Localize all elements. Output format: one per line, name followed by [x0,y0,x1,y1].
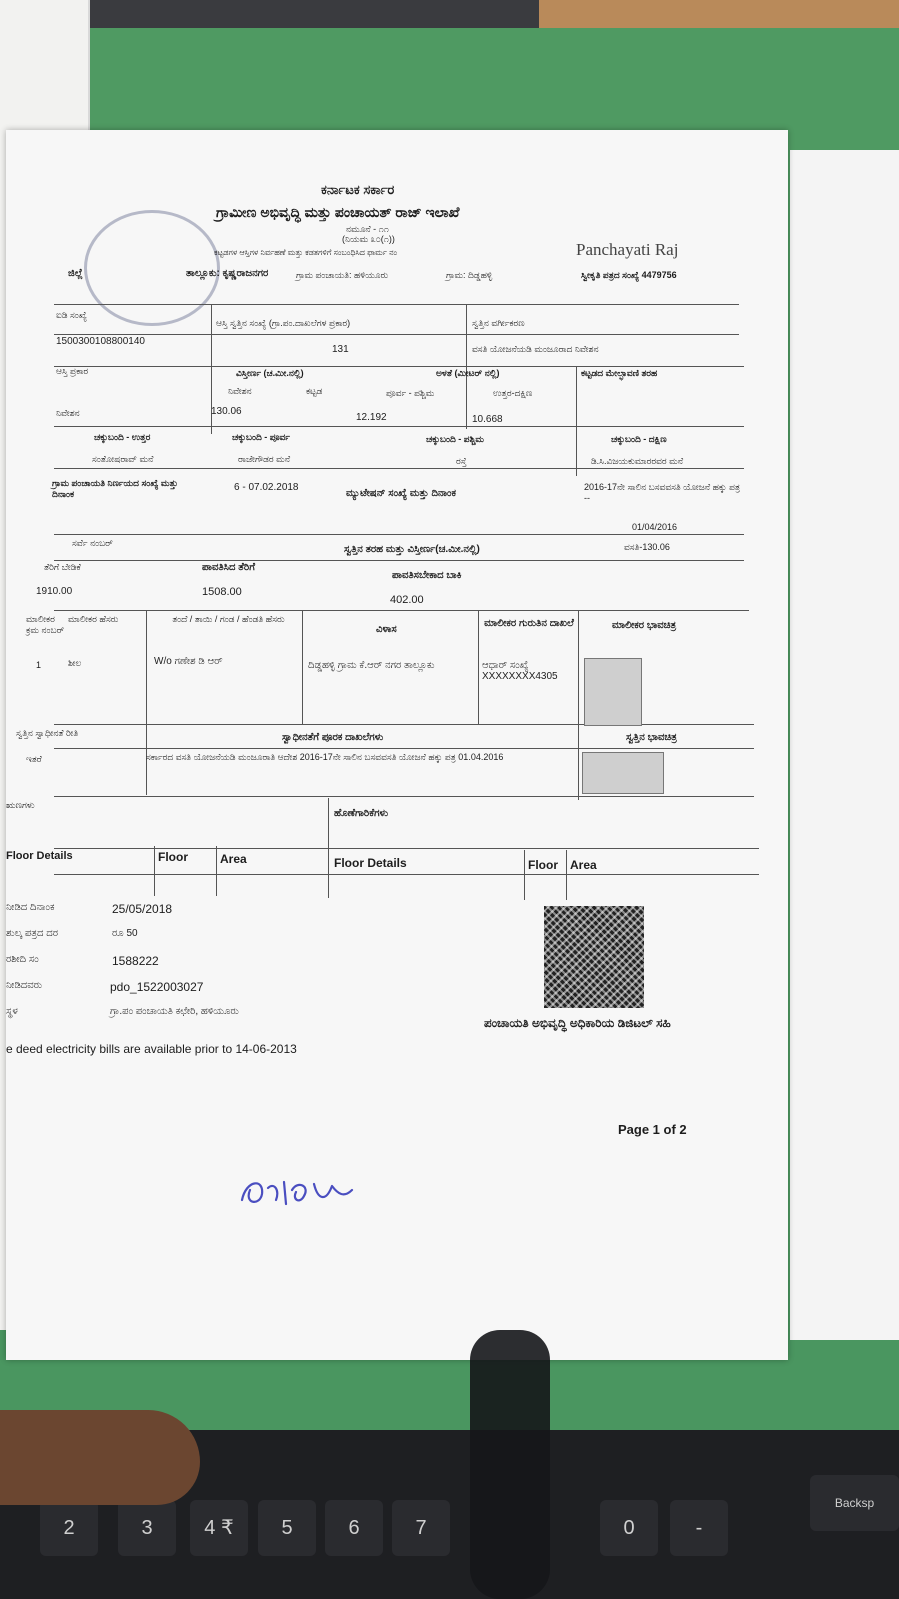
rule-line [54,610,749,611]
owner-id-value: ಆಧಾರ್ ಸಂಖ್ಯೆ XXXXXXXX4305 [482,660,558,682]
key-minus: - [670,1500,728,1556]
owner-no-value: 1 [36,660,42,670]
key-5: 5 [258,1500,316,1556]
id-value: 1500300108800140 [56,336,145,347]
owner-name-value: ಶೀಲ [68,658,82,668]
resolution-label: ಗ್ರಾಮ ಪಂಚಾಯತಿ ನಿರ್ಣಯದ ಸಂಖ್ಯೆ ಮತ್ತು ದಿನಾಂಕ [52,478,178,499]
floor-details-right: Floor Details [334,856,407,870]
prop-type-label: ಆಸ್ತಿ ಪ್ರಕಾರ [56,366,89,376]
prop-class-value: ವಸತಿ ಯೋಜನೆಯಡಿ ಮಂಜೂರಾದ ನಿವೇಶನ [472,344,599,354]
tax-demand-label: ತೆರಿಗೆ ಬೇಡಿಕೆ [44,562,81,572]
receipt-label: ರಶೀದಿ ಸಂ [6,954,39,965]
floor-right: Floor [528,858,558,872]
note-text: e deed electricity bills are available prior to 14-06-2013 [6,1042,297,1056]
rule-line [54,724,754,725]
prop-type-value: ನಿವೇಶನ [56,408,80,418]
rule-line [54,560,744,561]
mutation-label: ಮ್ಯುಟೇಷನ್ ಸಂಖ್ಯೆ ಮತ್ತು ದಿನಾಂಕ [346,488,456,499]
rule-line [302,610,303,725]
area-left: Area [220,852,247,866]
rule-line [466,304,467,429]
scheme-date: 01/04/2016 [632,522,678,532]
tax-balance-label: ಪಾವತಿಸಬೇಕಾದ ಬಾಕಿ [392,570,462,581]
receipt-value: 1588222 [112,954,159,968]
rule-line [54,848,759,849]
owner-name-label: ಮಾಲೀಕರ ಹೆಸರು [68,614,119,624]
survey-label: ಸರ್ವೆ ನಂಬರ್ [72,538,113,548]
key-2: 2 [40,1500,98,1556]
prop-type-area-value: ವಸತಿ-130.06 [624,542,670,552]
govt-title: ಕರ್ನಾಟಕ ಸರ್ಕಾರ [321,182,395,197]
key-3: 3 [118,1500,176,1556]
dept-title: ಗ್ರಾಮೀಣ ಅಭಿವೃದ್ಧಿ ಮತ್ತು ಪಂಚಾಯತ್ ರಾಜ್ ಇಲಾಖೆ [216,204,460,220]
owner-no-label: ಮಾಲೀಕರ ಕ್ರಮ ನಂಬರ್ [26,614,65,635]
floor-left: Floor [158,850,188,864]
owner-photo-label: ಮಾಲೀಕರ ಭಾವಚಿತ್ರ [612,620,677,631]
rule-line [146,610,147,795]
village-label: ಗ್ರಾಮ: ದಿಡ್ಡಹಳ್ಳಿ [446,270,493,280]
form-number: ನಮೂನೆ - ೧೧ [346,224,389,234]
prop-class-label: ಸ್ವತ್ತಿನ ವರ್ಗೀಕರಣ [472,318,525,328]
north-label: ಚಕ್ಕುಬಂದಿ - ಉತ್ತರ [94,432,151,442]
west-value: ರಸ್ತೆ [456,456,467,466]
owner-id-label: ಮಾಲೀಕರ ಗುರುತಿನ ದಾಖಲೆ [484,618,574,629]
east-label: ಚಕ್ಕುಬಂದಿ - ಪೂರ್ವ [232,432,290,442]
scheme-value: 2016-17ನೇ ಸಾಲಿನ ಬಸವವಸತಿ ಯೋಜನೆ ಹಕ್ಕು ಪತ್ರ -- [584,482,741,503]
rule-line [524,850,525,900]
property-photo [582,752,664,794]
issuer-value: pdo_1522003027 [110,980,204,994]
key-7: 7 [392,1500,450,1556]
rule-line [578,610,579,800]
rule-line [54,334,739,335]
rule-line [54,534,744,535]
place-value: ಗ್ರಾ.ಪಂ ಪಂಚಾಯತಿ ಕಛೇರಿ, ಹಳಿಯೂರು [110,1006,239,1017]
west-label: ಚಕ್ಕುಬಂದಿ - ಪಶ್ಚಿಮ [426,434,484,444]
key-0: 0 [600,1500,658,1556]
south-label: ಚಕ್ಕುಬಂದಿ - ದಕ್ಷಿಣ [611,434,667,444]
roof-label: ಕಟ್ಟಡದ ಮೇಲ್ಛಾವಣಿ ತರಹ [581,368,658,378]
rule-line [478,610,479,725]
length-label: ಅಳತೆ (ಮೀಟರ್ ನಲ್ಲಿ) [436,368,500,378]
key-backspace: Backsp [810,1475,899,1531]
pen [470,1330,550,1599]
possession-mode-label: ಸ್ವತ್ತಿನ ಸ್ವಾಧೀನತೆ ರೀತಿ [16,728,79,738]
area-right: Area [570,858,597,872]
qr-code [544,906,644,1008]
gp-label: ಗ್ರಾಮ ಪಂಚಾಯತಿ: ಹಳಿಯೂರು [296,270,389,280]
liabilities-label: ಹೊಣೆಗಾರಿಕೆಗಳು [334,808,389,819]
prop-type-area-label: ಸ್ವತ್ತಿನ ತರಹ ಮತ್ತು ವಿಸ್ತೀರ್ಣ(ಚ.ಮೀ.ನಲ್ಲಿ) [344,544,480,555]
site-area-value: 130.06 [211,406,242,417]
rule-line [54,426,744,427]
tax-balance-value: 402.00 [390,594,424,606]
prop-number-label: ಆಸ್ತಿ ಸ್ವತ್ತಿನ ಸಂಖ್ಯೆ (ಗ್ರಾ.ಪಂ.ದಾಖಲೆಗಳ ಪ್ರಕಾರ) [216,318,351,328]
ack-number: ಸ್ವೀಕೃತಿ ಪತ್ರದ ಸಂಖ್ಯೆ 4479756 [581,270,677,280]
property-photo-label: ಸ್ವತ್ತಿನ ಭಾವಚಿತ್ರ [626,732,677,743]
hand [0,1410,200,1505]
rule-line [54,366,744,367]
ew-label: ಪೂರ್ವ - ಪಶ್ಚಿಮ [386,388,435,398]
ew-value: 12.192 [356,412,387,423]
handwritten-signature [234,1160,364,1220]
area-label: ವಿಸ್ತೀರ್ಣ (ಚ.ಮೀ.ನಲ್ಲಿ) [236,368,304,378]
possession-mode-value: ಇತರೆ [26,754,42,764]
tax-paid-label: ಪಾವತಿಸಿದ ತೆರಿಗೆ [202,562,255,573]
tax-demand-value: 1910.00 [36,586,73,597]
digital-signature-label: ಪಂಚಾಯತಿ ಅಭಿವೃದ್ಧಿ ಅಧಿಕಾರಿಯ ಡಿಜಿಟಲ್ ಸಹಿ [484,1016,671,1030]
fee-label: ಶುಲ್ಕ ಪತ್ರದ ದರ [6,928,58,939]
south-value: ಡಿ.ಸಿ.ವಿಜಯಕುಮಾರರವರ ಮನೆ [591,456,684,466]
tax-paid-value: 1508.00 [202,586,242,598]
rule-line [54,874,759,875]
date-value: 25/05/2018 [112,902,173,916]
rule-line [54,468,744,469]
page-indicator: Page 1 of 2 [618,1122,687,1137]
rule-line [328,798,329,898]
issuer-label: ನೀಡಿದವರು [6,980,43,991]
encumbrance-label: ಋಣಗಳು [6,800,35,810]
site-col: ನಿವೇಶನ [228,386,252,396]
subtitle: ಕಟ್ಟಡಗಳ ಆಸ್ತಿಗಳ ನಿರ್ವಹಣೆ ಮತ್ತು ಕಡತಗಳಿಗೆ ಸಂಬಂಧಿಸಿದ ಫಾರ್ಮ ನಂ [214,248,398,257]
possession-docs-label: ಸ್ವಾಧೀನತೆಗೆ ಪೂರಕ ದಾಖಲೆಗಳು [282,732,384,743]
owner-photo [584,658,642,726]
background-sheet [790,150,899,1340]
date-label: ನೀಡಿದ ದಿನಾಂಕ [6,902,55,913]
ns-label: ಉತ್ತರ-ದಕ್ಷಿಣ [493,388,533,398]
key-6: 6 [325,1500,383,1556]
rule-line [154,846,155,896]
possession-docs-value: ಸರ್ಕಾರದ ವಸತಿ ಯೋಜನೆಯಡಿ ಮಂಜೂರಾತಿ ಆದೇಶ 2016-17ನೇ ಸಾಲಿನ ಬಸವವಸತಿ ಯೋಜನೆ ಹಕ್ಕು ಪತ್ರ 01.04.2016 [146,752,504,762]
north-value: ಸಂತೋಷರಾವ್ ಮನೆ [92,454,154,464]
east-value: ರಾಜೇಗೌಡರ ಮನೆ [238,454,291,464]
taluk-label: ತಾಲ್ಲೂಕು: ಕೃಷ್ಣರಾಜನಗರ [186,268,269,279]
rule-line [54,748,754,749]
floor-details-left: Floor Details [6,850,73,862]
place-label: ಸ್ಥಳ [6,1006,18,1017]
resolution-value: 6 - 07.02.2018 [234,482,299,493]
district-label: ಜಿಲ್ಲೆ [68,268,83,279]
rule-line [576,366,577,476]
owner-relation-label: ತಂದೆ / ತಾಯಿ / ಗಂಡ / ಹೆಂಡತಿ ಹೆಸರು [172,614,285,624]
rule-line [566,850,567,900]
panchayati-raj-brand: Panchayati Raj [576,240,679,259]
id-label: ಐಡಿ ಸಂಖ್ಯೆ [56,310,87,320]
owner-relation-value: W/o ಗಣೇಶ ಡಿ ಆರ್ [154,656,223,667]
rule-line [216,846,217,896]
fee-value: ರೂ 50 [112,928,138,939]
rule-number: (ನಿಯಮ ೩೦(೧)) [342,234,395,244]
rule-line [54,796,754,797]
key-4: 4 ₹ [190,1500,248,1556]
owner-address-label: ವಿಳಾಸ [376,624,397,635]
rule-line [54,304,739,305]
ns-value: 10.668 [472,414,503,425]
prop-number-value: 131 [332,344,349,355]
owner-address-value: ದಿಡ್ಡಹಳ್ಳಿ ಗ್ರಾಮ ಕೆ.ಆರ್ ನಗರ ತಾಲ್ಲೂಕು [308,660,435,671]
property-document [6,130,788,1360]
building-col: ಕಟ್ಟಡ [306,386,323,396]
